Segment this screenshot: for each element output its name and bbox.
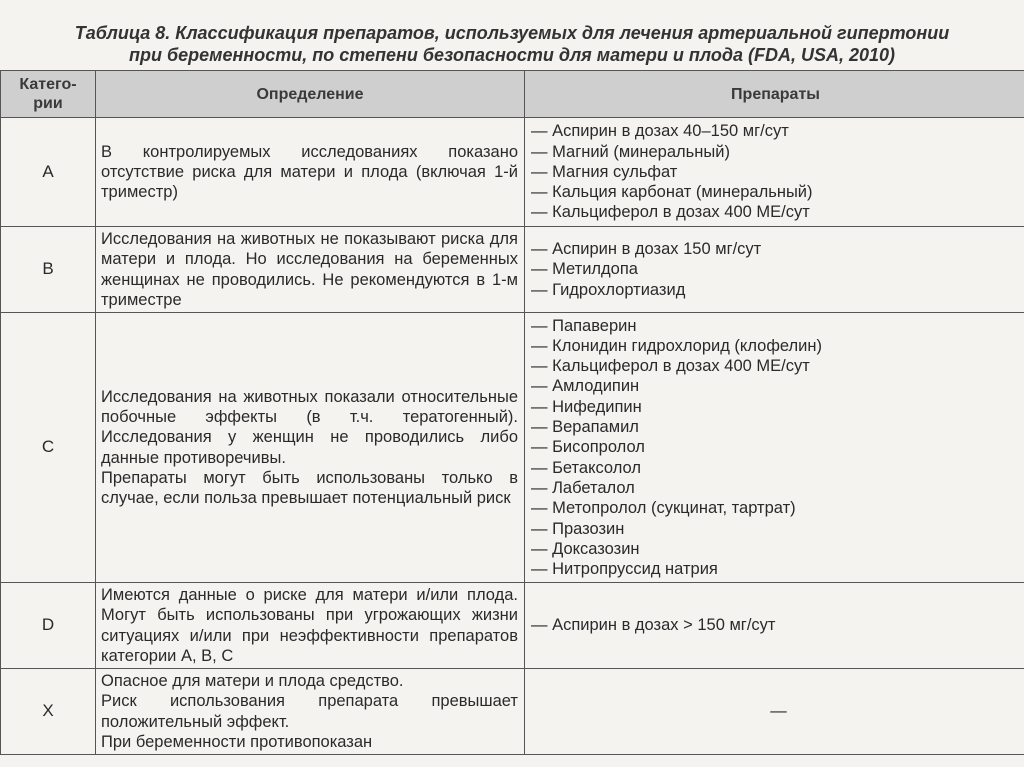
drug-item: — Кальция карбонат (минеральный) xyxy=(531,183,813,202)
drug-item: — Аспирин в дозах > 150 мг/сут xyxy=(531,616,776,635)
definition-text: Риск использования препарата превышает положительный эффект. xyxy=(101,692,518,731)
header-definition xyxy=(96,71,525,118)
drug-item: — Лабеталол xyxy=(531,478,635,497)
drug-list xyxy=(531,121,1024,222)
classification-table xyxy=(0,70,1024,755)
drug-item: — Аспирин в дозах 40–150 мг/сут xyxy=(531,122,789,141)
drug-item: — Доксазозин xyxy=(531,539,640,558)
drugs-cell xyxy=(525,227,1024,313)
category-cell: A xyxy=(1,118,96,227)
drug-item: — Папаверин xyxy=(531,316,637,335)
header-drugs-label: Препараты xyxy=(731,85,820,103)
drug-item: — Магния сульфат xyxy=(531,162,678,181)
drug-list xyxy=(531,701,1024,721)
drugs-cell xyxy=(525,313,1024,583)
definition-cell xyxy=(96,583,525,669)
header-row xyxy=(1,71,1024,118)
definition-text: Опасное для матери и плода средство. xyxy=(101,671,404,690)
drug-item: — Верапамил xyxy=(531,418,639,437)
drug-item: — Гидрохлортиазид xyxy=(531,280,686,299)
header-category-label: Катего- рии xyxy=(19,76,77,112)
definition-cell xyxy=(96,313,525,583)
drug-item: — Нифедипин xyxy=(531,397,642,416)
definition-text: Исследования на животных показали относительные побочные эффекты (в т.ч. тератогенный). Исследования у женщин не проводились либо данные противоречивы. xyxy=(101,387,518,467)
caption-line-2: при беременности, по степени безопасности для матери и плода (FDA, USA, 2010) xyxy=(128,45,895,65)
drug-item: — Кальциферол в дозах 400 МЕ/сут xyxy=(531,203,810,222)
header-drugs xyxy=(525,71,1024,118)
drug-item: — Нитропруссид натрия xyxy=(531,560,718,579)
drug-item: — Метилдопа xyxy=(531,260,638,279)
drug-item: — Празозин xyxy=(531,519,625,538)
drug-list xyxy=(531,239,1024,300)
drug-item: — Бетаксолол xyxy=(531,458,641,477)
definition-text: При беременности противопоказан xyxy=(101,732,373,751)
drug-item: — Кальциферол в дозах 400 МЕ/сут xyxy=(531,357,810,376)
category-cell: D xyxy=(1,583,96,669)
drug-item: — Магний (минеральный) xyxy=(531,142,730,161)
header-category xyxy=(1,71,96,118)
definition-text: Исследования на животных не показывают риска для матери и плода. Но исследования на беременных женщинах не проводились. Не рекомендуются в 1-м триместре xyxy=(101,229,518,309)
table-row xyxy=(1,583,1024,669)
definition-text: В контролируемых исследованиях показано отсутствие риска для матери и плода (включая 1-й триместр) xyxy=(101,142,518,202)
drugs-cell xyxy=(525,669,1024,755)
definition-text: Имеются данные о риске для матери и/или плода. Могут быть использованы при угрожающих жизни ситуациях и/или при неэффективности препаратов категории А, В, С xyxy=(101,585,518,665)
caption-line-1: Таблица 8. Классификация препаратов, используемых для лечения артериальной гипертонии xyxy=(74,23,950,43)
table-row xyxy=(1,313,1024,583)
table-caption xyxy=(0,22,1024,66)
category-cell: B xyxy=(1,227,96,313)
drugs-cell xyxy=(525,583,1024,669)
drug-item: — Клонидин гидрохлорид (клофелин) xyxy=(531,336,822,355)
definition-cell xyxy=(96,669,525,755)
table-header xyxy=(1,71,1024,118)
category-cell: X xyxy=(1,669,96,755)
table-row xyxy=(1,118,1024,227)
drug-item: — xyxy=(770,702,787,721)
header-definition-label: Определение xyxy=(256,85,364,103)
drug-item: — Бисопролол xyxy=(531,438,645,457)
category-cell: C xyxy=(1,313,96,583)
drug-item: — Амлодипин xyxy=(531,377,640,396)
drug-item: — Аспирин в дозах 150 мг/сут xyxy=(531,240,762,259)
table-body xyxy=(1,118,1024,755)
drug-list xyxy=(531,615,1024,635)
definition-text: Препараты могут быть использованы только в случае, если польза превышает потенциальный риск xyxy=(101,468,518,508)
table-row xyxy=(1,227,1024,313)
drug-list xyxy=(531,316,1024,580)
definition-cell xyxy=(96,118,525,227)
drug-item: — Метопролол (сукцинат, тартрат) xyxy=(531,499,796,518)
table-row xyxy=(1,669,1024,755)
drugs-cell xyxy=(525,118,1024,227)
definition-cell xyxy=(96,227,525,313)
